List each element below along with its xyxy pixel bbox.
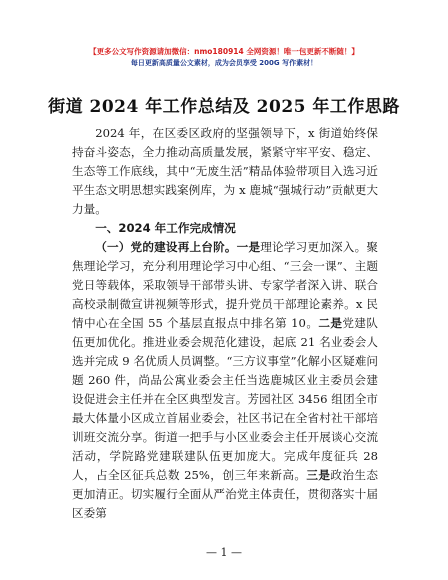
intro-paragraph: 2024 年，在区委区政府的坚强领导下，x 街道始终保持奋斗姿态，全力推动高质量发展，紧紧守牢平安、稳定、生态等工作底线，其中“无废生活”精品体验带项目入选习近平生态文明思想实践案例库，为 x 鹿城“强城行动”贡献更大力量。: [72, 126, 378, 216]
section-heading-1-text: 一、2024 年工作完成情况: [95, 221, 236, 235]
promo-banner-line2: 每日更新高质量公文素材，成为会员享受 200G 写作素材！: [130, 59, 318, 67]
document-title: 街道 2024 年工作总结及 2025 年工作思路: [48, 97, 400, 117]
point-3-label: 三是: [306, 468, 331, 482]
point-2-label: 二是: [318, 316, 343, 330]
point-1-label: 一是: [236, 240, 261, 254]
page-number: — 1 —: [206, 546, 242, 559]
subsection-1-heading: （一）党的建设再上台阶。: [95, 240, 237, 254]
promo-banner-line1: 【更多公文写作资源请加微信：nmo180914 全网资源！唯一包更新不断随！】: [89, 47, 359, 56]
document-body: [72, 124, 378, 523]
section-heading-1: [72, 219, 378, 238]
subsection-1-paragraph: [72, 238, 378, 523]
point-1-text: 理论学习更加深入。聚焦理论学习，充分利用理论学习中心组、“三会一课”、主题党日等载体，采取领导干部带头讲、专家学者深入讲、联合高校录制微宣讲视频等形式，提升党员干部理论素养。x 民情中心在全国 55 个基层直报点中排名第 10。: [72, 240, 378, 330]
point-3-text: 政治生态更加清正。切实履行全面从严治党主体责任，贯彻落实十届区委第: [72, 468, 378, 520]
point-2-text: 党建队伍更加优化。推进业委会规范化建设，起底 21 名业委会人选并完成 9 名优质人员调整。“三方议事堂”化解小区疑难问题 260 件，尚品公寓业委会主任当选鹿城区业主委员会建设促进会主任并在全区典型发言。芳园社区 3456 组团全市最大体量小区成立首届业委会，社区书记在全省村社干部培训班交流分享。街道一把手与小区业委会主任开展谈心交流活动，学院路党建联建队伍更加庞大。完成年度征兵 28 人，占全区征兵总数 25%，创三年来新高。: [72, 316, 378, 482]
